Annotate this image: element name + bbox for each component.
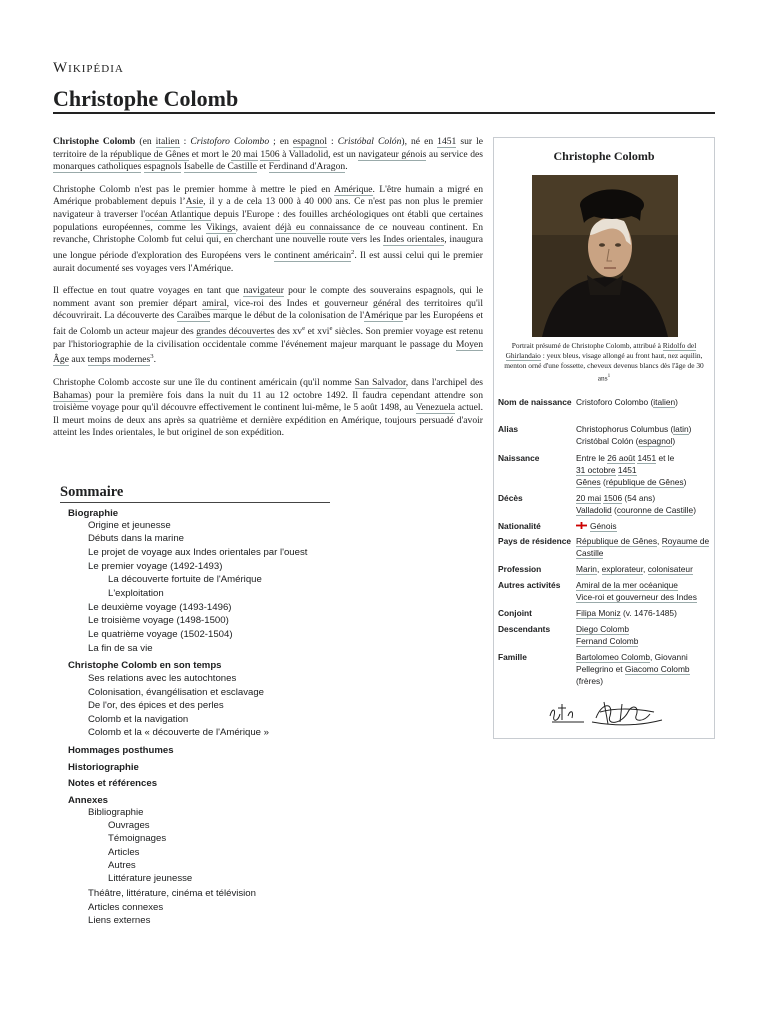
inline-link[interactable]: déjà eu connaissance [275,221,361,233]
text-run: . L'être humain a migré en Amérique probablement depuis l’ [53,183,483,208]
inline-link[interactable]: Caraïbes [176,310,211,322]
text-run: des xv [274,326,303,338]
text-run: ) [683,477,687,487]
text-run: (en [135,136,156,147]
infobox-value [576,396,712,408]
text-run: aux [68,354,88,366]
italic-text: Cristoforo Colombo [190,136,270,147]
text-run: Cristoforo Colombo ( [576,397,654,407]
text-run: . [345,161,348,173]
inline-link[interactable]: 1506 [603,493,623,503]
text-run: , avaient [235,221,276,233]
inline-link[interactable]: colonisateur [647,564,693,574]
text-run: ( [611,505,617,515]
bold-text: Christophe Colomb [53,136,136,147]
flag-icon [576,520,587,527]
text-run: ; en [269,136,293,147]
toc-item-level-2[interactable]: Articles connexes [88,902,164,913]
text-run: , [657,536,662,546]
toc-item-level-3[interactable]: L'exploitation [108,588,164,599]
text-run: ( [600,477,606,487]
text-run: à Valladolid, est un [279,148,359,160]
infobox-title: Christophe Colomb [553,149,655,163]
inline-link[interactable]: couronne de Castille [616,505,694,515]
toc-item-level-2[interactable]: Liens externes [88,915,151,926]
toc-item-level-2[interactable]: Le troisième voyage (1498-1500) [88,615,229,626]
toc-item-level-1[interactable]: Historiographie [68,762,139,773]
inline-link[interactable]: Vice-roi et gouverneur des Indes [576,592,697,602]
superscript: e [302,324,306,332]
inline-link[interactable]: Génois [590,521,617,531]
inline-link[interactable]: Gênes [576,477,601,487]
inline-link[interactable]: italien [653,397,676,407]
article-intro [53,136,483,450]
toc-item-level-2[interactable]: Théâtre, littérature, cinéma et télévision [88,888,256,899]
inline-link[interactable]: Moyen Âge [53,338,483,366]
toc-item-level-3[interactable]: Articles [108,847,140,858]
text-run: ) [688,424,692,434]
infobox-value [576,607,712,619]
inline-link[interactable]: 31 octobre [576,465,616,475]
text-run: , il y a de cela 13 000 à 40 000 ans. Ce n'est pas non plus le premier navigateur à traverser l' [53,196,483,220]
infobox-value [576,423,712,447]
text-run: Portrait présumé de Christophe Colomb, attribué à [511,341,663,350]
inline-link[interactable]: amiral [202,297,227,309]
infobox-label: Pays de résidence [498,536,572,546]
toc-item-level-2[interactable]: La fin de sa vie [88,643,153,654]
toc-item-level-2[interactable]: De l'or, des épices et des perles [88,700,224,711]
text-run: ) [675,397,678,407]
inline-link[interactable]: 20 mai [576,493,602,503]
inline-link[interactable]: navigateur [243,285,284,297]
inline-link[interactable]: temps modernes [87,354,151,366]
text-run: ) [672,436,676,446]
inline-link[interactable]: italien [155,136,180,147]
infobox-value [576,563,712,575]
text-run: et le [656,453,675,463]
inline-link[interactable]: Vikings [205,221,236,233]
superscript: 1 [607,373,611,379]
toc-item-level-3[interactable]: Témoignages [108,833,167,844]
infobox-label: Profession [498,564,542,574]
inline-link[interactable]: Filipa Moniz [576,608,621,618]
text-run: , dans l'archipel des [405,377,483,389]
toc-item-level-3[interactable]: Littérature jeunesse [108,873,193,884]
inline-link[interactable]: Ferdinand d'Aragon [268,161,346,173]
text-run: et xvi [305,326,330,338]
text-run: Il effectue en tout quatre voyages en tant que [53,285,244,297]
text-run: de ce nouveau continent. En revanche, Christophe Colomb fut celui qui, en cherchant une nouvelle route vers les [53,221,483,246]
inline-link[interactable]: Giacomo Colomb [624,664,690,674]
inline-link[interactable]: navigateur génois [358,148,427,160]
text-run: Cristóbal Colón ( [576,436,639,446]
text-run: ) pour la première fois dans la nuit du 11 au 12 octobre 1492. Il faudra cependant attendre son troisième voyage pour qu'il découvre effectivement le continent lui-même, le 5 août 1498, au [53,389,483,414]
text-run: Christophe Colomb n'est pas le premier homme à mettre le pied en [53,183,335,195]
toc-item-level-2[interactable]: Origine et jeunesse [88,520,171,531]
inline-link[interactable]: République de Gênes [576,536,658,546]
inline-link[interactable]: Fernand Colomb [576,636,639,646]
title-divider [53,112,715,114]
toc-item-level-1[interactable]: Annexes [68,795,108,806]
toc-item-level-2[interactable]: Le premier voyage (1492-1493) [88,561,223,572]
text-run: (v. 1476-1485) [620,608,677,618]
inline-link[interactable]: espagnol [292,136,327,147]
signature-image[interactable] [544,694,674,728]
toc-item-level-3[interactable]: Autres [108,860,136,871]
inline-link[interactable]: océan Atlantique [145,208,211,220]
infobox-label: Nationalité [498,521,541,531]
infobox-value [576,623,712,647]
text-run: sur le territoire de la [53,136,483,160]
text-run: (frères) [576,676,603,686]
inline-link[interactable]: Royaume de Castille [576,536,710,558]
infobox-label: Descendants [498,624,551,634]
inline-link[interactable]: Valladolid [576,505,612,515]
italic-text: Cristóbal Colón [337,136,402,147]
inline-link[interactable]: monarques catholiques [53,161,142,173]
inline-link[interactable]: latin [673,424,689,434]
text-run: et mort le [189,148,232,160]
inline-link[interactable]: 26 août [607,453,636,463]
infobox-value [576,535,712,559]
inline-link[interactable]: Amérique [334,183,373,195]
inline-link[interactable]: Amérique [364,310,403,322]
toc-item-level-2[interactable]: Débuts dans la marine [88,533,184,544]
inline-link[interactable]: Indes orientales [383,234,445,246]
toc-item-level-3[interactable]: La découverte fortuite de l'Amérique [108,574,262,585]
intro-paragraph-1 [53,136,483,174]
infobox-label: Naissance [498,453,540,463]
text-run: : yeux bleus, visage allongé au front haut, nez aquilin, menton orné d'une fossette, cheveux devenus blancs dès l'âge de 30 ans [504,351,704,383]
page-title: Christophe Colomb [53,86,239,111]
inline-link[interactable]: république de Gênes [605,477,684,487]
toc-item-level-2[interactable]: Ses relations avec les autochtones [88,673,237,684]
intro-paragraph-4 [53,377,483,440]
superscript: e [329,324,333,332]
text-run: ), né en [401,136,438,147]
text-run: Entre le [576,453,608,463]
inline-link[interactable]: espagnol [638,436,673,446]
infobox-value [576,651,712,687]
infobox-label: Famille [498,652,527,662]
text-run: actuel. Il meurt moins de deux ans après sa quatrième et dernière expédition en Amérique, toujours persuadé d'avoir atteint les Indes orientales, le but originel de son expédition. [53,402,483,439]
toc-item-level-1[interactable]: Hommages posthumes [68,745,174,756]
inline-link[interactable]: Marin [576,564,597,574]
text-run: au service des [426,148,483,160]
text-run: . Il est aussi celui qui le premier aurait documenté ses voyages vers l'Amérique. [53,249,483,274]
portrait-image[interactable] [532,175,678,337]
inline-link[interactable]: 1506 [260,148,280,160]
intro-paragraph-2 [53,184,483,275]
infobox-label: Conjoint [498,608,532,618]
inline-link[interactable]: espagnols [143,161,182,173]
text-run: pour le compte des souverains espagnols, qui le nomment avant son premier départ [53,285,483,309]
text-run: (54 ans) [622,493,656,503]
text-run: : [179,136,191,147]
text-run: Christophe Colomb accoste sur une île du continent américain (qu'il nomme [53,377,355,389]
toc-item-level-2[interactable]: Le quatrième voyage (1502-1504) [88,629,233,640]
text-run: ) [693,505,696,515]
inline-link[interactable]: San Salvador [354,377,406,389]
text-run: marque le début de la colonisation de l' [210,310,365,322]
toc-item-level-1[interactable]: Notes et références [68,778,158,789]
inline-link[interactable]: 20 mai [231,148,258,160]
infobox-value [576,520,712,532]
toc-item-level-2[interactable]: Bibliographie [88,807,144,818]
text-run: , Giovanni Pellegrino et [576,652,688,674]
inline-link[interactable]: 1451 [437,136,457,147]
text-run: par les Européens et fait de Colomb un acteur majeur des [53,310,483,338]
text-run: , vice-roi des Indes et gouverneur général des territoires qu'il découvrirait. La découverte des [53,297,483,322]
inline-link[interactable]: 1451 [637,453,657,463]
toc-divider [60,502,330,503]
toc-item-level-2[interactable]: Le deuxième voyage (1493-1496) [88,602,232,613]
inline-link[interactable]: explorateur [601,564,644,574]
toc-item-level-1[interactable]: Biographie [68,508,119,519]
inline-link[interactable]: Ridolfo del Ghirlandaio [505,341,697,360]
text-run: , [596,564,602,574]
text-run: siècles. Son premier voyage est retenu par l'historiographie de la civilisation occidentale comme l'événement majeur marquant le passage du [53,326,483,350]
infobox-value [576,492,712,516]
text-run: : [327,136,338,147]
toc-item-level-1[interactable]: Christophe Colomb en son temps [68,660,222,671]
text-run: depuis l'Europe : des fouilles archéologiques ont établi que certaines populations européennes, comme les [53,208,483,233]
toc-item-level-2[interactable]: Le projet de voyage aux Indes orientales par l'ouest [88,547,308,558]
toc-item-level-2[interactable]: Colonisation, évangélisation et esclavage [88,687,264,698]
wikipedia-logo[interactable]: Wikipédia [53,60,124,76]
inline-link[interactable]: grandes découvertes [196,326,275,338]
text-run: . [153,354,157,366]
inline-link[interactable]: 1451 [617,465,637,475]
infobox-label: Nom de naissance [498,397,572,407]
inline-link[interactable]: Bahamas [53,389,89,401]
inline-link[interactable]: Diego Colomb [576,624,630,634]
infobox-label: Alias [498,424,519,434]
infobox-label: Décès [498,493,523,503]
inline-link[interactable]: Venezuela [415,402,456,414]
infobox-value [576,452,712,488]
toc-item-level-2[interactable]: Colomb et la navigation [88,714,189,725]
text-run: et [256,161,269,173]
inline-link[interactable]: république de Gênes [110,148,190,160]
inline-link[interactable]: continent américain [274,249,352,261]
infobox-value [576,579,712,603]
infobox-label: Autres activités [498,580,561,590]
toc-item-level-2[interactable]: Colomb et la « découverte de l'Amérique » [88,727,270,738]
superscript: 2 [351,248,355,256]
text-run: , inaugura une longue période d'exploration des Européens vers le [53,234,483,261]
text-run: Christophorus Columbus ( [576,424,674,434]
text-run: , [643,564,648,574]
inline-link[interactable]: Isabelle de Castille [183,161,257,173]
superscript: 3 [150,353,154,361]
inline-link[interactable]: Asie [185,196,204,208]
portrait-caption [498,341,710,383]
intro-paragraph-3 [53,285,483,367]
inline-link[interactable]: Bartolomeo Colomb [576,652,651,662]
toc-item-level-3[interactable]: Ouvrages [108,820,150,831]
infobox [493,137,715,739]
inline-link[interactable]: Amiral de la mer océanique [576,580,678,590]
toc-heading: Sommaire [60,484,124,500]
